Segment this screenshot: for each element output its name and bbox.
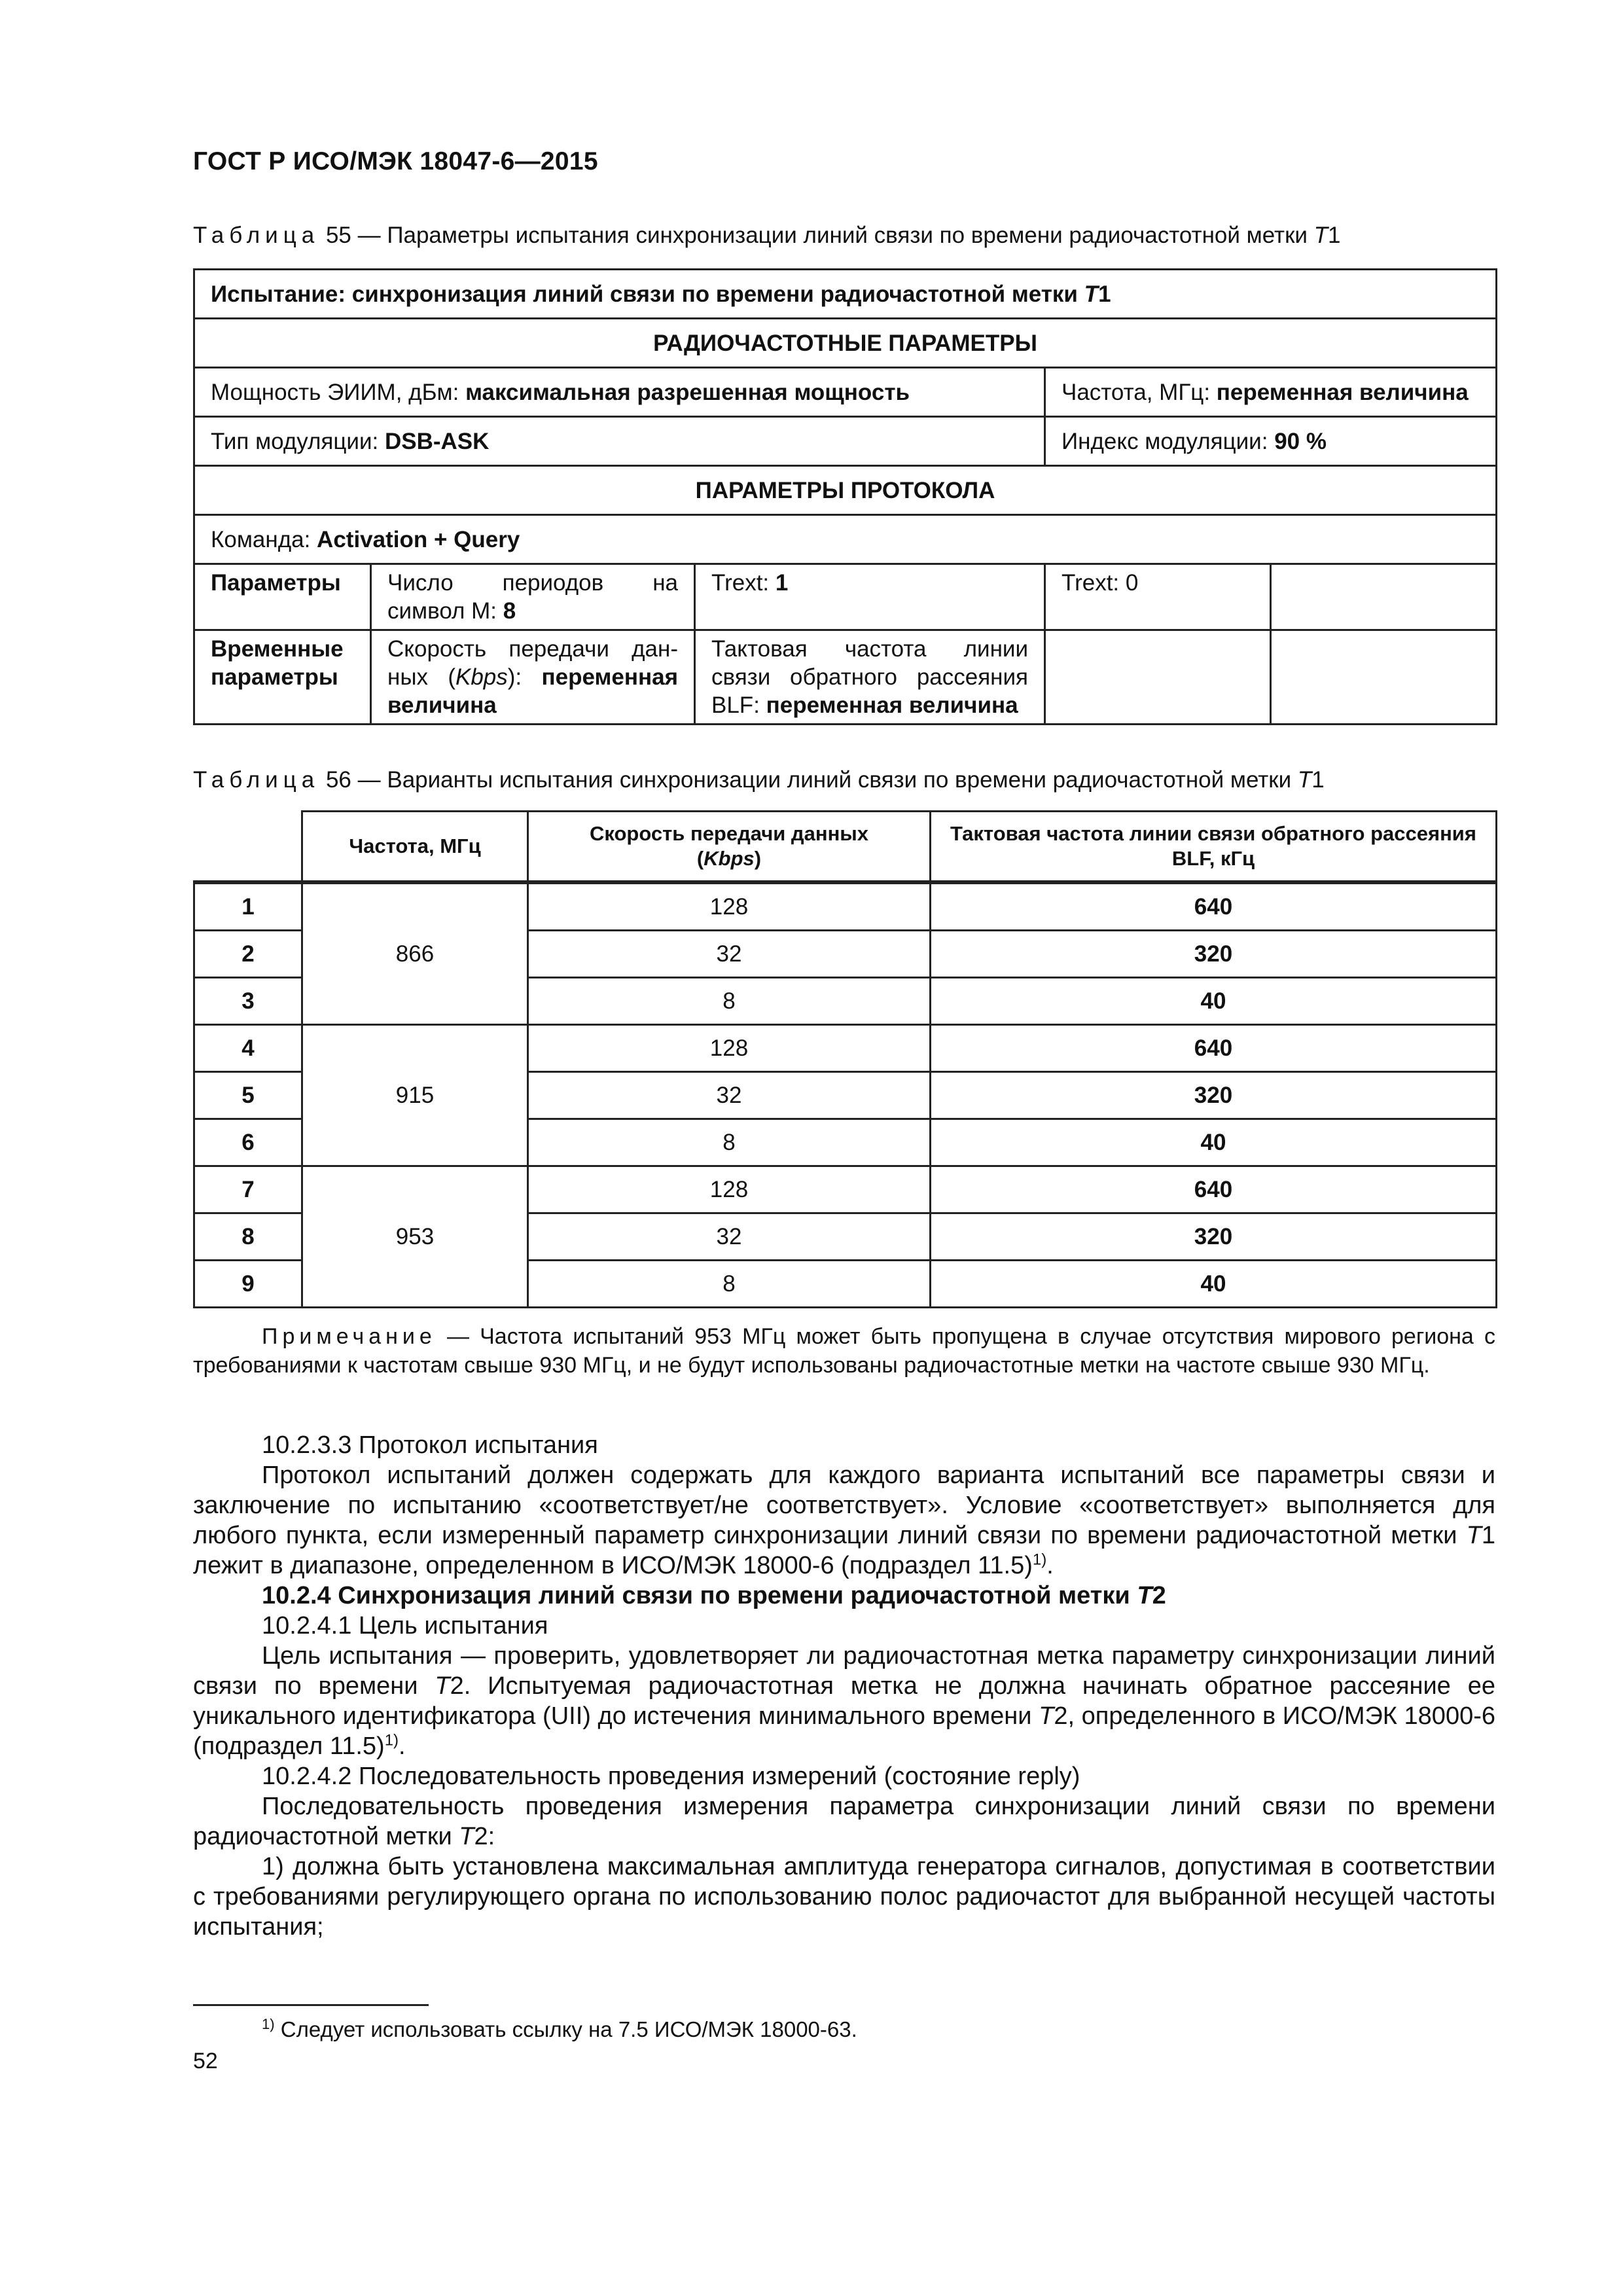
- rate-b: ных (: [387, 664, 455, 690]
- blf-value: 320: [931, 931, 1497, 978]
- empty-cell: [1271, 564, 1497, 630]
- timing-label: Временные параметры: [194, 630, 371, 725]
- rate-value: 128: [528, 1166, 931, 1213]
- blf-value: 640: [931, 1025, 1497, 1072]
- test-title-var: T: [1084, 281, 1099, 307]
- table-row: [194, 882, 1497, 931]
- note-word: Примечание: [262, 1324, 437, 1349]
- p3var: T: [459, 1823, 474, 1850]
- caption-text: 56 — Варианты испытания синхронизации линий связи по времени радиочастотной метки: [325, 767, 1298, 793]
- params-label: Параметры: [194, 564, 371, 630]
- command-cell: [194, 515, 1497, 564]
- body-text: [193, 1430, 1495, 1942]
- row-number: 2: [194, 931, 302, 978]
- table-row: [194, 466, 1497, 515]
- table55: [193, 268, 1497, 725]
- col-rate-var: Kbps: [704, 847, 755, 870]
- s1024var: T: [1137, 1582, 1152, 1609]
- table56-caption: [193, 767, 1325, 793]
- mod-value: DSB-ASK: [384, 428, 490, 454]
- row-number: 3: [194, 978, 302, 1025]
- rate-value: 32: [528, 1213, 931, 1261]
- caption-word: Таблица: [193, 223, 320, 248]
- page-number: 52: [193, 2049, 218, 2073]
- blf-value: 320: [931, 1072, 1497, 1119]
- p3b: 2:: [474, 1823, 495, 1850]
- p2a: Цель испытания — проверить, удовлетворяет ли радиочастотная метка параметру синхронизации линий связи по времени: [193, 1642, 1495, 1700]
- p1a: Протокол испытаний должен содержать для каждого варианта испытаний все параметры связи и заключение по испытанию «соответствует/не соответствует». Условие «соответствует» выполняется для любого пункта, если измеренный параметр синхронизации линий связи по времени радиочастотной метки: [193, 1462, 1495, 1549]
- periods-label-a: Число периодов на: [387, 570, 678, 596]
- rate-value: 128: [528, 1025, 931, 1072]
- table55-caption: [193, 223, 1341, 249]
- rate-value-b: величина: [387, 692, 497, 718]
- command-label: Команда:: [211, 526, 317, 552]
- mod-label: Тип модуляции:: [211, 428, 385, 454]
- rate-var: Kbps: [455, 664, 508, 690]
- blf-value: 320: [931, 1213, 1497, 1261]
- periods-value: 8: [503, 598, 516, 624]
- table56: [193, 810, 1497, 1308]
- blf-value: 640: [931, 1166, 1497, 1213]
- mod-index-cell: [1045, 417, 1497, 466]
- caption-num: 1: [1328, 223, 1341, 248]
- table-row: [194, 630, 1497, 725]
- trext0-cell: Trext: 0: [1045, 564, 1271, 630]
- rate-value-a: переменная: [541, 664, 678, 690]
- blf-value: 640: [931, 882, 1497, 931]
- rate-value: 32: [528, 931, 931, 978]
- row-number: 5: [194, 1072, 302, 1119]
- freq-cell: [1045, 368, 1497, 417]
- table-row: [194, 564, 1497, 630]
- row-number: 7: [194, 1166, 302, 1213]
- note-text: — Частота испытаний 953 МГц может быть пропущена в случае отсутствия мирового региона с требованиями к частотам свыше 930 МГц, и не будут использованы радиочастотные метки на частоте свыше 930 МГц.: [193, 1324, 1495, 1378]
- freq-value: 915: [302, 1025, 528, 1166]
- blf-c: BLF:: [711, 692, 766, 718]
- rate-value: 8: [528, 978, 931, 1025]
- periods-cell: [371, 564, 695, 630]
- blf-value: 40: [931, 978, 1497, 1025]
- trext1-label: Trext:: [711, 570, 776, 596]
- power-label: Мощность ЭИИМ, дБм:: [211, 379, 466, 405]
- table-row: [194, 417, 1497, 466]
- rate-cell: [371, 630, 695, 725]
- section-10-2-4-2: 10.2.4.2 Последовательность проведения измерений (состояние reply): [262, 1763, 1080, 1790]
- col-header-freq: Частота, МГц: [302, 812, 528, 883]
- col-rate-a: Скорость передачи данных: [589, 822, 869, 845]
- blf-value: 40: [931, 1261, 1497, 1308]
- freq-label: Частота, МГц:: [1061, 379, 1217, 405]
- footnote-text: Следует использовать ссылку на 7.5 ИСО/МЭК 18000-63.: [280, 2017, 857, 2041]
- trext1-cell: [695, 564, 1045, 630]
- p1end: .: [1046, 1552, 1054, 1579]
- table-row: [194, 1025, 1497, 1072]
- trext1-value: 1: [775, 570, 789, 596]
- row-number: 9: [194, 1261, 302, 1308]
- freq-value: 866: [302, 882, 528, 1025]
- command-value: Activation + Query: [317, 526, 520, 552]
- freq-value: 953: [302, 1166, 528, 1308]
- modulation-cell: [194, 417, 1045, 466]
- footnote-ref: 1): [1032, 1551, 1047, 1569]
- section-10-2-4-1: 10.2.4.1 Цель испытания: [262, 1612, 548, 1640]
- paragraph: [193, 1791, 1495, 1852]
- table-row: [194, 319, 1497, 368]
- col-header-rate: Скорость передачи данных (Kbps): [528, 812, 931, 883]
- footnote-divider: [193, 2004, 429, 2006]
- paragraph: [193, 1460, 1495, 1581]
- mod-index-value: 90 %: [1274, 428, 1327, 454]
- blf-a: Тактовая частота линии: [711, 636, 1028, 662]
- col-header-blf: Тактовая частота линии связи обратного рассеяния BLF, кГц: [931, 812, 1497, 883]
- blf-cell: [695, 630, 1045, 725]
- p1b: 1 лежит в диапазоне, определенном в ИСО/МЭК 18000-6 (подраздел 11.5): [193, 1522, 1495, 1579]
- p1var: T: [1466, 1522, 1482, 1549]
- rate-value: 8: [528, 1119, 931, 1166]
- empty-cell: [1271, 630, 1497, 725]
- empty-cell: [1045, 630, 1271, 725]
- table-row: [194, 270, 1497, 319]
- test-title: Испытание: синхронизация линий связи по времени радиочастотной метки: [211, 281, 1084, 307]
- power-cell: [194, 368, 1045, 417]
- test-title-num: 1: [1098, 281, 1111, 307]
- row-number: 4: [194, 1025, 302, 1072]
- caption-word: Таблица: [193, 767, 320, 793]
- blf-value: переменная величина: [766, 692, 1018, 718]
- blf-b: связи обратного рассеяния: [711, 664, 1028, 690]
- document-header: ГОСТ Р ИСО/МЭК 18047-6—2015: [193, 147, 598, 175]
- s1024num: 2: [1152, 1582, 1166, 1609]
- paragraph: [193, 1641, 1495, 1761]
- p2end: .: [399, 1732, 406, 1760]
- footnote: [262, 2016, 857, 2042]
- row-number: 1: [194, 882, 302, 931]
- caption-num: 1: [1311, 767, 1325, 793]
- section-10-2-3-3: 10.2.3.3 Протокол испытания: [262, 1431, 598, 1459]
- row-number: 8: [194, 1213, 302, 1261]
- p2var2: T: [1039, 1702, 1054, 1730]
- table-row: [194, 1166, 1497, 1213]
- list-item: 1) должна быть установлена максимальная амплитуда генератора сигналов, допустимая в соответствии с требованиями регулирующего органа по использованию полос радиочастот для выбранной несущей частоты испытания;: [193, 1853, 1495, 1941]
- rate-value: 128: [528, 882, 931, 931]
- table-row: [194, 368, 1497, 417]
- p3a: Последовательность проведения измерения параметра синхронизации линий связи по времени радиочастотной метки: [193, 1793, 1495, 1850]
- table-note: [193, 1322, 1495, 1380]
- power-value: максимальная разрешенная мощность: [465, 379, 910, 405]
- rf-section-heading: РАДИОЧАСТОТНЫЕ ПАРАМЕТРЫ: [194, 319, 1497, 368]
- test-title-cell: [194, 270, 1497, 319]
- freq-value: переменная величина: [1216, 379, 1469, 405]
- footnote-mark: 1): [262, 2016, 275, 2032]
- table-header-row: [194, 812, 1497, 883]
- blf-value: 40: [931, 1119, 1497, 1166]
- rate-a: Скорость передачи дан-: [387, 636, 678, 662]
- p2c: 2, определенного в ИСО/МЭК 18000-6 (подраздел 11.5): [193, 1702, 1495, 1760]
- mod-index-label: Индекс модуляции:: [1061, 428, 1275, 454]
- caption-text: 55 — Параметры испытания синхронизации линий связи по времени радиочастотной метки: [325, 223, 1314, 248]
- table-row: [194, 515, 1497, 564]
- corner-cell: [194, 812, 302, 883]
- protocol-section-heading: ПАРАМЕТРЫ ПРОТОКОЛА: [194, 466, 1497, 515]
- section-10-2-4: [193, 1581, 1495, 1611]
- row-number: 6: [194, 1119, 302, 1166]
- rate-value: 32: [528, 1072, 931, 1119]
- s1024: 10.2.4 Синхронизация линий связи по времени радиочастотной метки: [262, 1582, 1137, 1609]
- periods-label-b: символ M:: [387, 598, 503, 624]
- footnote-ref: 1): [384, 1731, 399, 1749]
- p2var1: T: [435, 1672, 450, 1700]
- rate-value: 8: [528, 1261, 931, 1308]
- rate-c: ):: [507, 664, 542, 690]
- caption-var: T: [1313, 223, 1329, 248]
- caption-var: T: [1297, 767, 1312, 793]
- p2b: 2. Испытуемая радиочастотная метка не должна начинать обратное рассеяние ее уникального идентификатора (UII) до истечения минимального времени: [193, 1672, 1495, 1730]
